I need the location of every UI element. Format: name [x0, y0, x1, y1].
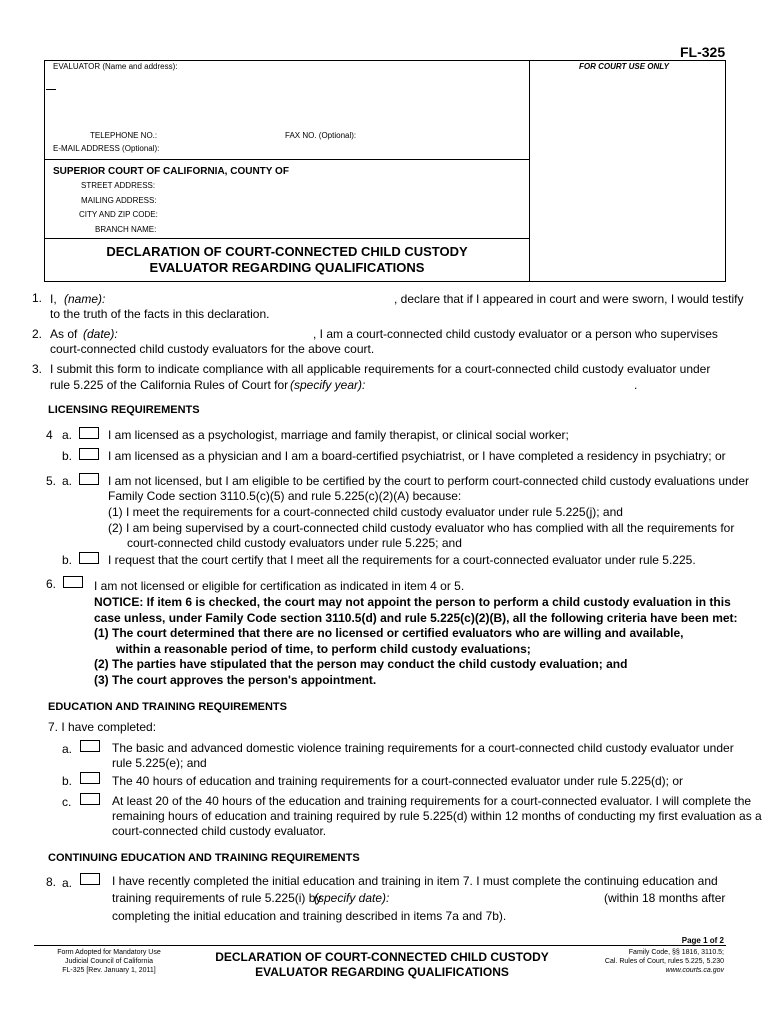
item4b-checkbox[interactable]	[79, 448, 99, 460]
mailing-label: MAILING ADDRESS:	[81, 196, 157, 205]
notice-line6: (3) The court approves the person's appointment.	[94, 673, 377, 687]
item2-text-2: court-connected child custody evaluators for the above court.	[50, 342, 375, 356]
title-line2: EVALUATOR REGARDING QUALIFICATIONS	[149, 260, 425, 275]
header-right-border	[725, 60, 726, 282]
item8a-letter: a.	[62, 876, 73, 890]
item3-period: .	[634, 378, 638, 392]
item8-number: 8.	[46, 875, 57, 889]
notice-line1: NOTICE: If item 6 is checked, the court may not appoint the person to perform a child custody evaluation in this	[94, 595, 731, 609]
item7a-text: The basic and advanced domestic violence training requirements for a court-connected child custody evaluator under	[112, 741, 734, 755]
item7b-text: The 40 hours of education and training requirements for a court-connected evaluator under rule 5.225(d); or	[112, 774, 684, 788]
item5a-letter: a.	[62, 474, 73, 488]
title-line1: DECLARATION OF COURT-CONNECTED CHILD CUSTODY	[106, 244, 468, 259]
item7b-checkbox[interactable]	[80, 772, 100, 784]
item5b-checkbox[interactable]	[79, 552, 99, 564]
item3-year-label: (specify year):	[290, 378, 366, 392]
item5a-point2: (2) I am being supervised by a court-connected child custody evaluator who has complied with all the requirements for	[108, 521, 735, 535]
item7a-letter: a.	[62, 742, 73, 756]
footer-left-1: Form Adopted for Mandatory Use	[57, 949, 161, 956]
page-number: Page 1 of 2	[681, 936, 724, 945]
item4-number: 4	[46, 428, 53, 442]
item4b-text: I am licensed as a physician and I am a board-certified psychiatrist, or I have completed a residency in psychiatry; or	[108, 449, 726, 463]
item7c-text-2: remaining hours of education and training required by rule 5.225(d) within 12 months of conducting my first evaluation as a	[112, 809, 762, 823]
item8a-text-3: completing the initial education and training described in items 7a and 7b).	[112, 909, 507, 923]
item7c-checkbox[interactable]	[80, 793, 100, 805]
item6-text: I am not licensed or eligible for certification as indicated in item 4 or 5.	[94, 579, 465, 593]
item7a-checkbox[interactable]	[80, 740, 100, 752]
court-use-label: FOR COURT USE ONLY	[579, 62, 669, 71]
education-heading: EDUCATION AND TRAINING REQUIREMENTS	[48, 701, 287, 713]
footer-right-1: Family Code, §§ 1816, 3110.5;	[628, 949, 724, 956]
continuing-heading: CONTINUING EDUCATION AND TRAINING REQUIREMENTS	[48, 852, 360, 864]
item7c-text: At least 20 of the 40 hours of the education and training requirements for a court-connected evaluator. I will complete the	[112, 794, 752, 808]
item1-number: 1.	[32, 291, 43, 305]
item6-checkbox[interactable]	[63, 576, 83, 588]
item1-i: I,	[50, 292, 57, 306]
item6-number: 6.	[46, 577, 57, 591]
item7b-letter: b.	[62, 774, 73, 788]
item5-number: 5.	[46, 474, 57, 488]
notice-line4: within a reasonable period of time, to perform child custody evaluations;	[116, 642, 531, 656]
item8a-date-label: (specify date):	[314, 891, 390, 905]
item1-text: , declare that if I appeared in court and were sworn, I would testify	[394, 292, 744, 306]
item2-date-label: (date):	[83, 327, 118, 341]
item7-text: 7. I have completed:	[48, 720, 157, 734]
footer-right-2: Cal. Rules of Court, rules 5.225, 5.230	[604, 958, 724, 965]
fax-label: FAX NO. (Optional):	[285, 131, 357, 140]
item1-name-label: (name):	[64, 292, 106, 306]
footer-title-1: DECLARATION OF COURT-CONNECTED CHILD CUSTODY	[215, 950, 549, 964]
footer-title-2: EVALUATOR REGARDING QUALIFICATIONS	[255, 965, 509, 979]
item5a-point1: (1) I meet the requirements for a court-connected child custody evaluator under rule 5.225(j); and	[108, 505, 623, 519]
evaluator-label: EVALUATOR (Name and address):	[53, 62, 178, 71]
item3-text-2: rule 5.225 of the California Rules of Court for	[50, 378, 289, 392]
header-divider-title	[44, 238, 530, 239]
item7a-text-2: rule 5.225(e); and	[112, 756, 207, 770]
item3-number: 3.	[32, 362, 43, 376]
item4a-text: I am licensed as a psychologist, marriage and family therapist, or clinical social worker;	[108, 428, 569, 442]
item7c-letter: c.	[62, 795, 72, 809]
branch-label: BRANCH NAME:	[95, 225, 157, 234]
item7c-text-3: court-connected child custody evaluator.	[112, 824, 327, 838]
item4a-letter: a.	[62, 428, 73, 442]
item8a-text: I have recently completed the initial education and training in item 7. I must complete the continuing education and	[112, 874, 718, 888]
item1-text-2: to the truth of the facts in this declaration.	[50, 307, 270, 321]
item5a-text: I am not licensed, but I am eligible to be certified by the court to perform court-connected child custody evaluations under	[108, 474, 750, 488]
item5a-text-2: Family Code section 3110.5(c)(5) and rule 5.225(c)(2)(A) because:	[108, 489, 462, 503]
item8a-text-2-end: (within 18 months after	[604, 891, 726, 905]
notice-line2: case unless, under Family Code section 3110.5(d) and rule 5.225(c)(2)(B), all the following criteria have been met:	[94, 611, 738, 625]
footer-left-3: FL-325 [Rev. January 1, 2011]	[62, 967, 156, 974]
header-top-border	[44, 60, 726, 61]
item3-text: I submit this form to indicate compliance with all applicable requirements for a court-connected child custody evaluator under	[50, 362, 711, 376]
email-label: E-MAIL ADDRESS (Optional):	[53, 144, 160, 153]
item5b-text: I request that the court certify that I meet all the requirements for a court-connected evaluator under rule 5.225.	[108, 553, 696, 567]
item8a-text-2: training requirements of rule 5.225(i) by	[112, 891, 322, 905]
city-label: CITY AND ZIP CODE:	[79, 210, 158, 219]
licensing-heading: LICENSING REQUIREMENTS	[48, 404, 200, 416]
item2-as-of: As of	[50, 327, 78, 341]
notice-line5: (2) The parties have stipulated that the person may conduct the child custody evaluation; and	[94, 657, 628, 671]
item2-text: , I am a court-connected child custody evaluator or a person who supervises	[313, 327, 718, 341]
item4b-letter: b.	[62, 449, 73, 463]
street-label: STREET ADDRESS:	[81, 181, 156, 190]
item8a-checkbox[interactable]	[80, 873, 100, 885]
item5a-checkbox[interactable]	[79, 473, 99, 485]
court-label: SUPERIOR COURT OF CALIFORNIA, COUNTY OF	[53, 166, 289, 177]
footer-rule	[34, 945, 726, 946]
item4a-checkbox[interactable]	[79, 427, 99, 439]
form-number: FL-325	[680, 44, 726, 60]
footer-right-3: www.courts.ca.gov	[665, 967, 724, 974]
address-mark	[46, 89, 56, 90]
footer-left-2: Judicial Council of California	[65, 958, 153, 965]
header-bottom-border	[44, 281, 726, 282]
item5b-letter: b.	[62, 553, 73, 567]
item2-number: 2.	[32, 327, 43, 341]
notice-line3: (1) The court determined that there are no licensed or certified evaluators who are willing and available,	[94, 626, 684, 640]
telephone-label: TELEPHONE NO.:	[90, 131, 158, 140]
item5a-point2-cont: court-connected child custody evaluators under rule 5.225; and	[127, 536, 462, 550]
header-divider-court	[44, 159, 530, 160]
